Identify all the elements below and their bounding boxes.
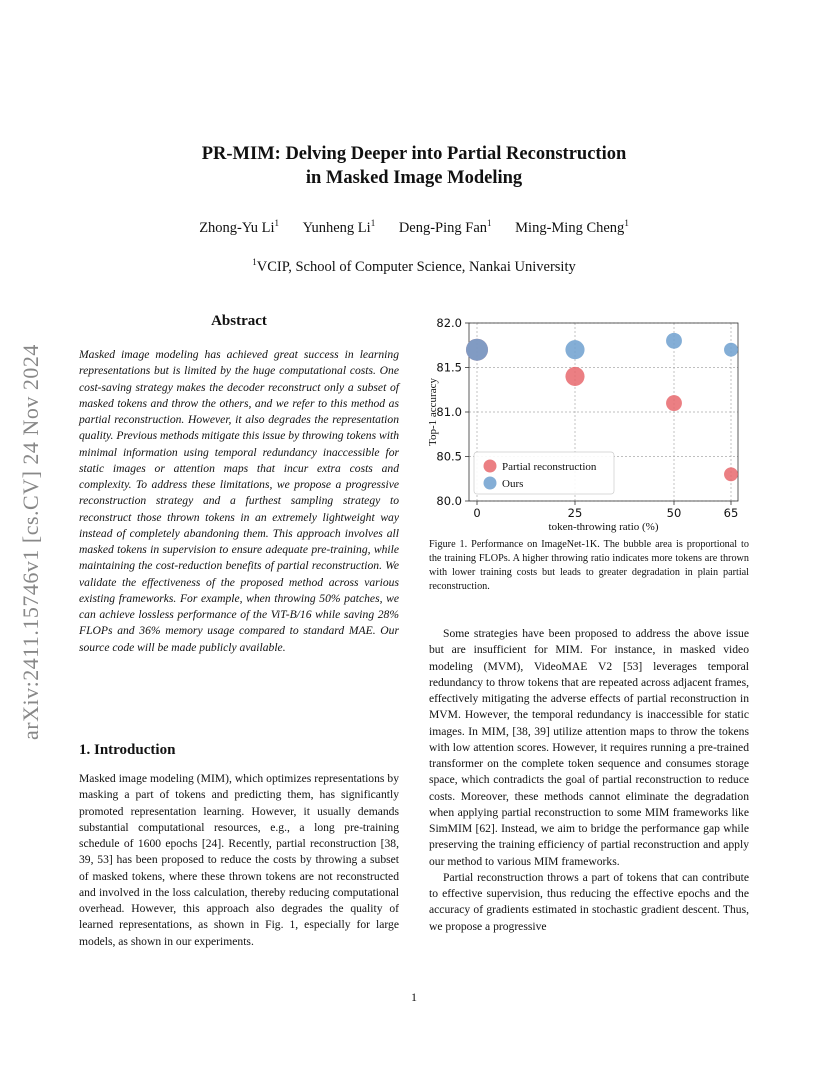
y-tick-label: 81.5 <box>436 360 462 375</box>
intro-paragraph: Masked image modeling (MIM), which optimizes representations by masking a part of tokens and predicting them, has significantly promoted representation learning. However, it usually demands substantial computational resources, e.g., a long pre-training schedule of 1600 epochs [24]. Recently, partial reconstruction [38, 39, 53] has been proposed to reduce the costs by throwing a subset of masked tokens, where these thrown tokens are not reconstructed and involved in the loss calculation, thereby reducing computational overhead. However, this approach also degrades the quality of learned representations, as shown in Fig. 1, especially for large models, as shown in our experiments. <box>79 772 399 948</box>
title-line-2: in Masked Image Modeling <box>305 168 523 188</box>
section-heading: 1. Introduction <box>79 742 176 758</box>
y-tick-label: 80.0 <box>436 494 462 508</box>
page-number: 1 <box>411 990 417 1004</box>
paragraph: Some strategies have been proposed to address the above issue but are insufficient for MIM. For instance, in masked video modeling (MVM), VideoMAE V2 [53] leverages temporal redundancy to throw tokens that are repeated across adjacent frames, effectively mitigating the adverse effects of partial reconstruction in MVM. However, the temporal redundancy is inaccessible for static images. In MIM, [38, 39] utilize attention maps to throw the tokens with low attention scores. However, it requires running a pre-trained transformer on the complete token sequence and consumes storage space, which contradicts the goal of partial reconstruction to reduce costs. Moreover, these methods cannot eliminate the degradation when applying partial reconstruction to some MIM frameworks like SimMIM [62]. Instead, we aim to bridge the performance gap while preserving the training efficiency of partial reconstruction and apply our method to various MIM frameworks. <box>429 627 749 868</box>
legend-marker <box>484 460 497 473</box>
legend-marker <box>484 477 497 490</box>
y-tick-label: 81.0 <box>436 405 462 419</box>
figure-caption: Figure 1. Performance on ImageNet-1K. The bubble area is proportional to the training FLOPs. A higher throwing ratio indicates more tokens are thrown with lower training costs but leads to greater degradation in plain partial reconstruction. <box>429 539 749 592</box>
author-list <box>100 218 728 237</box>
legend-box <box>474 452 614 494</box>
right-column-text <box>429 626 749 935</box>
chart-legend <box>474 452 614 494</box>
abstract-text: Masked image modeling has achieved great success in learning representations but is limited by the huge computational costs. One cost-saving strategy makes the decoder reconstruct only a subset of masked tokens and throw the others, and we refer to this method as partial reconstruction. However, it also degrades the representation quality. Previous methods mitigate this issue by throwing tokens with minimal information using temporal redundancy inaccessible for static images or attention maps that incur extra costs and complexity. To address these limitations, we propose a progressive reconstruction strategy and a furthest sampling strategy to reconstruct those thrown tokens in an extremely lightweight way instead of completely abandoning them. This approach involves all masked tokens in supervision to ensure adequate pre-training, while maintaining the cost-reduction benefits of partial reconstruction. We validate the effectiveness of the proposed method across various existing frameworks. For example, when throwing 50% patches, we can achieve lossless performance of the ViT-B/16 while saving 28% FLOPs and 36% memory usage compared to standard MAE. Our source code will be made publicly available. <box>79 348 399 654</box>
data-point-partial <box>724 467 738 481</box>
y-axis-label: Top-1 accuracy <box>427 378 439 446</box>
y-tick-label: 80.5 <box>436 449 462 464</box>
data-point-ours <box>466 339 488 361</box>
data-point-ours <box>724 343 738 357</box>
title-line-1: PR-MIM: Delving Deeper into Partial Reconstruction <box>201 144 627 164</box>
paper-title <box>100 142 728 190</box>
legend-label: Ours <box>502 478 524 490</box>
x-axis-label: token-throwing ratio (%) <box>548 521 659 533</box>
data-point-partial <box>666 395 682 411</box>
abstract-heading: Abstract <box>211 313 267 329</box>
affiliation: $^1$VCIP, School of Computer Science, Nankai University <box>252 257 576 275</box>
x-tick-label: 0 <box>473 506 481 520</box>
paragraph: Partial reconstruction throws a part of tokens that can contribute to effective supervision, thus reducing the effective epochs and the accuracy of gradients estimated in stochastic gradient descent. Thus, we propose a progressive <box>429 870 749 933</box>
arxiv-identifier: arXiv:2411.15746v1 [cs.CV] 24 Nov 2024 <box>18 344 43 740</box>
author: Yunheng Li$^1$ <box>302 218 376 236</box>
data-point-partial <box>565 367 584 386</box>
y-tick-label: 82.0 <box>436 316 462 330</box>
figure-1-chart <box>420 312 750 534</box>
author: Zhong-Yu Li$^1$ <box>199 218 279 236</box>
author: Ming-Ming Cheng$^1$ <box>515 218 629 236</box>
legend-label: Partial reconstruction <box>502 461 597 473</box>
x-tick-label: 25 <box>567 506 583 520</box>
data-point-ours <box>666 333 682 349</box>
x-tick-label: 50 <box>666 506 682 520</box>
data-point-ours <box>565 340 584 359</box>
author: Deng-Ping Fan$^1$ <box>398 218 492 236</box>
x-tick-label: 65 <box>723 506 739 520</box>
